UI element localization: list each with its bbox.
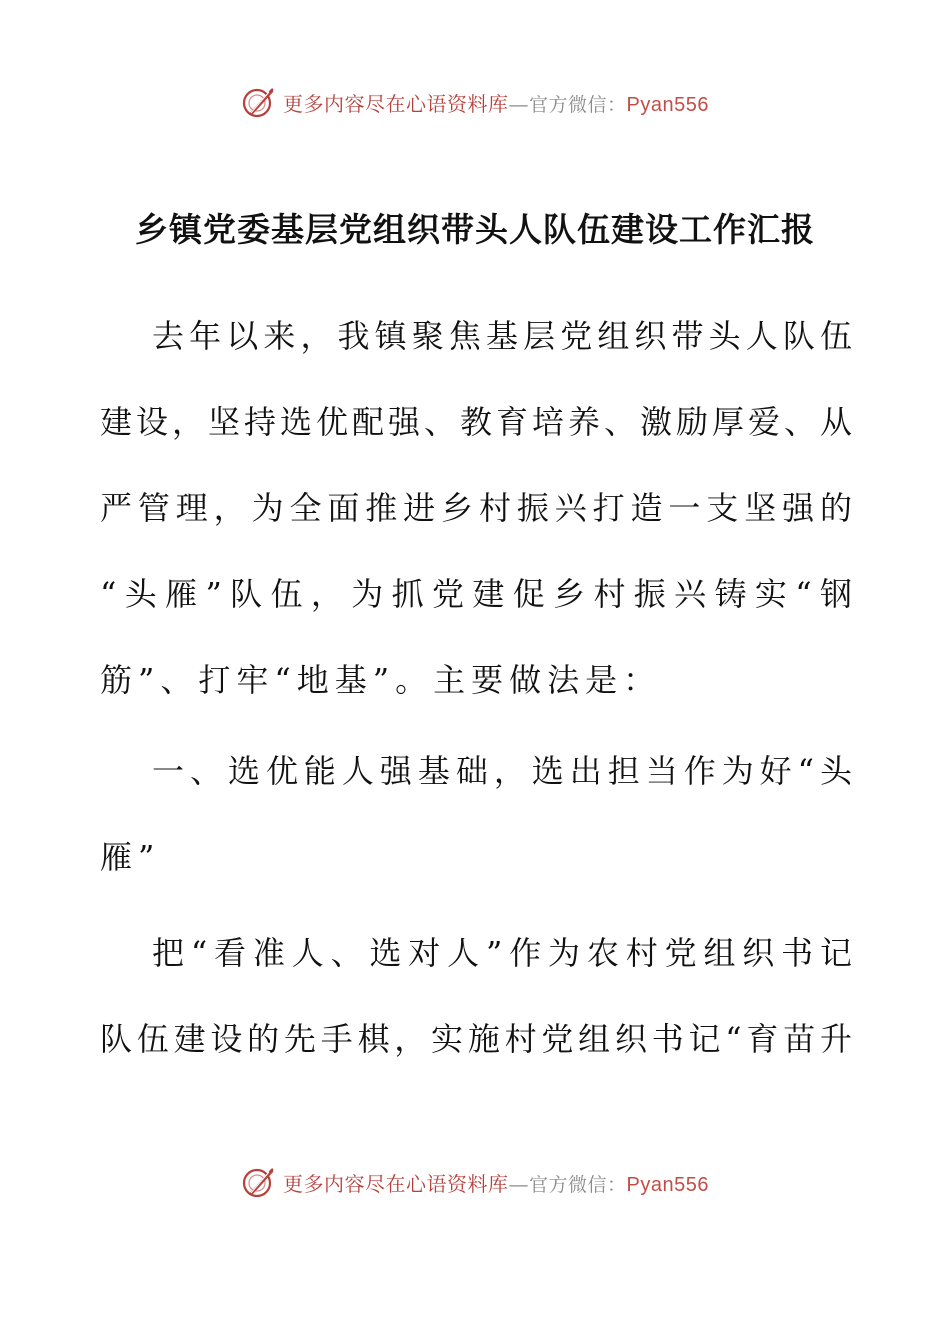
body-line: 筋”、打牢“地基”。主要做法是： xyxy=(100,661,662,699)
watermark-wechat-id: Pyan556 xyxy=(626,93,709,116)
body-line: 严管理，为全面推进乡村振兴打造一支坚强的 xyxy=(100,489,852,527)
footer-watermark xyxy=(0,1160,950,1204)
watermark-label: 官方微信： xyxy=(529,93,627,116)
watermark-dash: — xyxy=(508,91,529,116)
body-line: “头雁”队伍，为抓党建促乡村振兴铸实“钢 xyxy=(100,575,852,613)
quill-logo-icon xyxy=(241,84,277,120)
watermark-dash: — xyxy=(508,1171,529,1196)
quill-logo-icon xyxy=(241,1164,277,1200)
body-line: 建设，坚持选优配强、教育培养、激励厚爱、从 xyxy=(100,403,852,441)
watermark-main-text: 更多内容尽在心语资料库 xyxy=(283,91,509,116)
section-heading-line: 雁” xyxy=(100,838,161,876)
document-title: 乡镇党委基层党组织带头人队伍建设工作汇报 xyxy=(135,210,815,249)
header-watermark xyxy=(0,80,950,124)
body-line: 去年以来，我镇聚焦基层党组织带头人队伍 xyxy=(152,317,852,355)
watermark-text xyxy=(283,1168,709,1197)
section-heading-line: 一、选优能人强基础，选出担当作为好“头 xyxy=(152,752,852,790)
body-line: 队伍建设的先手棋，实施村党组织书记“育苗升 xyxy=(100,1020,852,1058)
body-line: 把“看准人、选对人”作为农村党组织书记 xyxy=(152,934,852,972)
watermark-main-text: 更多内容尽在心语资料库 xyxy=(283,1171,509,1196)
watermark-text xyxy=(283,88,709,117)
watermark-wechat-id: Pyan556 xyxy=(626,1173,709,1196)
watermark-label: 官方微信： xyxy=(529,1173,627,1196)
